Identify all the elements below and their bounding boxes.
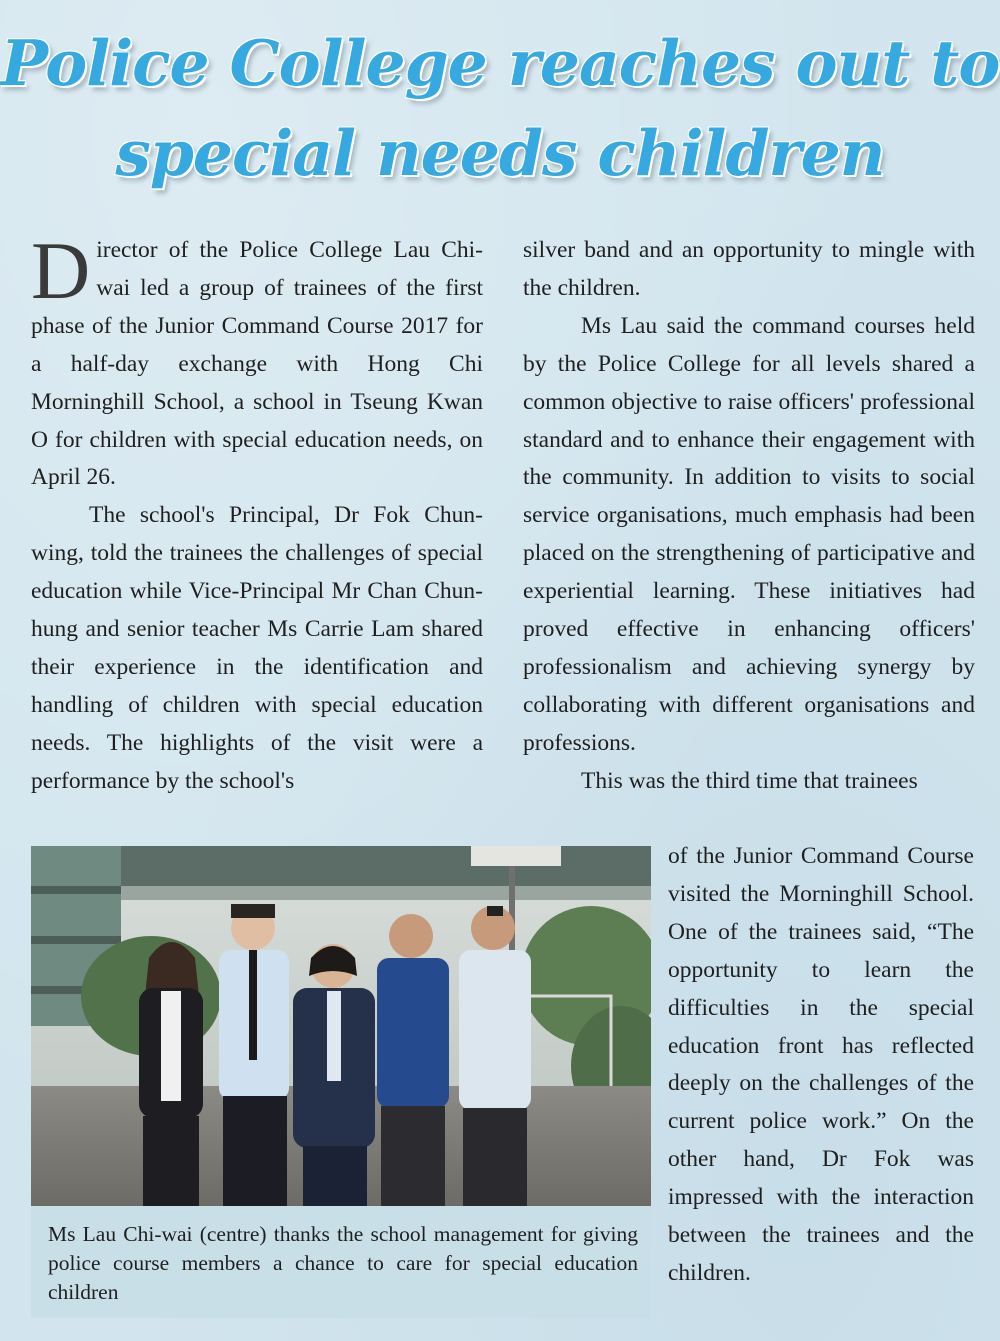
drop-cap: D (31, 225, 91, 316)
headline-line-2: special needs children (115, 116, 885, 190)
group-photo-illustration (31, 846, 651, 1206)
paragraph-1 (31, 225, 483, 497)
paragraph-3: Ms Lau said the command courses held by the Police College for all levels shared a common objective to raise officers' professional standard and to enhance their engagement with the community. In addition to visits to social service organisations, much emphasis had been placed on the strengthening of participative and experiential learning. These initiatives had proved effective in enhancing officers' professionalism and achieving synergy by collaborating with different organisations and professions. (523, 312, 975, 756)
paragraph-4-first-line: This was the third time that trainees (581, 767, 918, 794)
article-column-left (31, 225, 483, 801)
paragraph-1-text: irector of the Police College Lau Chi-wai led a group of trainees of the first phase of the Junior Command Course 2017 for a half-day exchange with Hong Chi Morninghill School, a school in Tseung Kwan O for children with special education needs, on April 26. (31, 237, 483, 491)
paragraph-2-continued: silver band and an opportunity to mingle with the children. (523, 237, 975, 301)
paragraph-4: of the Junior Command Course visited the Morninghill School. One of the trainees said, “The opportunity to learn the difficulties in the special education front has reflected deeply on the challenges of the current police work.” On the other hand, Dr Fok was impressed with the interaction between the trainees and the children. (668, 843, 974, 1286)
photo-caption: Ms Lau Chi-wai (centre) thanks the school management for giving police course members a chance to care for special education children (48, 1222, 638, 1304)
article-headline (0, 18, 1000, 198)
headline-line-1: Police College reaches out to (0, 26, 1000, 100)
article-column-right-narrow (668, 838, 974, 1293)
photo-caption-box (31, 1206, 651, 1318)
paragraph-2: The school's Principal, Dr Fok Chun-wing, told the trainees the challenges of special education while Vice-Principal Mr Chan Chun-hung and senior teacher Ms Carrie Lam shared their experience in the identification and handling of children with special education needs. The highlights of the visit were a performance by the school's (31, 502, 483, 794)
article-column-right (523, 232, 975, 801)
group-photo (31, 846, 651, 1206)
